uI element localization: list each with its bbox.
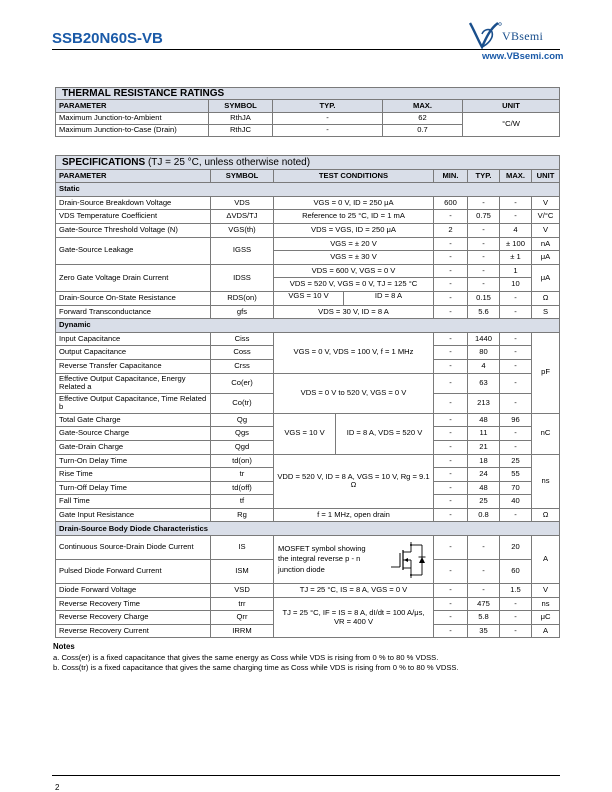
max-cell: 25	[500, 454, 532, 468]
typ-cell: 475	[468, 597, 500, 611]
spec-col-conditions: TEST CONDITIONS	[274, 169, 434, 183]
typ-cell: -	[468, 237, 500, 251]
unit-cell: V	[532, 196, 560, 210]
condition-cell: VGS = ± 20 V	[274, 237, 434, 251]
symbol-cell: ISM	[211, 560, 274, 584]
typ-cell: 63	[468, 373, 500, 393]
symbol-cell: IDSS	[211, 264, 274, 291]
typ-cell: 25	[468, 495, 500, 509]
min-cell: -	[434, 332, 468, 346]
condition-part: VGS = 10 V	[274, 414, 336, 454]
typ-cell: 48	[468, 481, 500, 495]
table-row	[56, 373, 560, 393]
max-cell: 40	[500, 495, 532, 509]
min-cell: -	[434, 264, 468, 278]
symbol-cell: ΔVDS/TJ	[211, 210, 274, 224]
thermal-resistance-table	[55, 87, 560, 137]
condition-cell: VGS = 0 V, VDS = 100 V, f = 1 MHz	[274, 332, 434, 373]
min-cell: -	[434, 237, 468, 251]
spec-col-parameter: PARAMETER	[56, 169, 211, 183]
param-cell: Gate-Source Threshold Voltage (N)	[56, 223, 211, 237]
table-row	[56, 223, 560, 237]
param-cell: Zero Gate Voltage Drain Current	[56, 264, 211, 291]
symbol-cell: td(off)	[211, 481, 274, 495]
thermal-typ: -	[273, 125, 383, 137]
typ-cell: 48	[468, 413, 500, 427]
max-cell: -	[500, 332, 532, 346]
symbol-cell: Qrr	[211, 611, 274, 625]
max-cell: -	[500, 427, 532, 441]
max-cell: ± 1	[500, 251, 532, 265]
symbol-cell: Rg	[211, 508, 274, 522]
mosfet-diode-icon	[389, 540, 429, 580]
max-cell: 96	[500, 413, 532, 427]
param-cell: Fall Time	[56, 495, 211, 509]
param-cell: Effective Output Capacitance, Energy Related a	[56, 373, 211, 393]
min-cell: -	[434, 346, 468, 360]
min-cell: -	[434, 413, 468, 427]
unit-cell: Ω	[532, 508, 560, 522]
unit-cell: A	[532, 536, 560, 584]
spec-col-unit: UNIT	[532, 169, 560, 183]
symbol-cell: trr	[211, 597, 274, 611]
note-b: b. Coss(tr) is a fixed capacitance that gives the same charging time as Coss while VDS is rising from 0 % to 80 % VDSS.	[53, 663, 459, 672]
min-cell: -	[434, 210, 468, 224]
min-cell: -	[434, 611, 468, 625]
typ-cell: 4	[468, 359, 500, 373]
param-cell: Rise Time	[56, 468, 211, 482]
condition-part: ID = 8 A, VDS = 520 V	[346, 428, 423, 438]
min-cell: -	[434, 481, 468, 495]
typ-cell: -	[468, 196, 500, 210]
min-cell: -	[434, 291, 468, 305]
typ-cell: 21	[468, 440, 500, 454]
unit-cell: μA	[532, 264, 560, 291]
min-cell: -	[434, 624, 468, 638]
min-cell: 2	[434, 223, 468, 237]
max-cell: 20	[500, 536, 532, 560]
symbol-cell: Co(er)	[211, 373, 274, 393]
min-cell: -	[434, 508, 468, 522]
typ-cell: 0.8	[468, 508, 500, 522]
max-cell: ± 100	[500, 237, 532, 251]
min-cell: -	[434, 305, 468, 319]
section-static: Static	[56, 183, 560, 197]
typ-cell: 1440	[468, 332, 500, 346]
thermal-max: 0.7	[383, 125, 463, 137]
unit-cell: ns	[532, 597, 560, 611]
symbol-cell: Ciss	[211, 332, 274, 346]
param-cell: Drain-Source On-State Resistance	[56, 291, 211, 305]
mosfet-symbol-cell	[274, 536, 434, 584]
param-cell: Gate Input Resistance	[56, 508, 211, 522]
spec-col-symbol: SYMBOL	[211, 169, 274, 183]
typ-cell: 18	[468, 454, 500, 468]
max-cell: -	[500, 597, 532, 611]
unit-cell: Ω	[532, 291, 560, 305]
typ-cell: -	[468, 278, 500, 292]
typ-cell: -	[468, 223, 500, 237]
section-dynamic: Dynamic	[56, 319, 560, 333]
unit-cell: A	[532, 624, 560, 638]
condition-cell: f = 1 MHz, open drain	[274, 508, 434, 522]
table-row	[56, 210, 560, 224]
min-cell: 600	[434, 196, 468, 210]
condition-cell-split	[274, 291, 434, 305]
max-cell: -	[500, 346, 532, 360]
param-cell: Forward Transconductance	[56, 305, 211, 319]
unit-cell: μA	[532, 251, 560, 265]
condition-cell: VDS = 520 V, VGS = 0 V, TJ = 125 °C	[274, 278, 434, 292]
param-cell: Effective Output Capacitance, Time Related b	[56, 393, 211, 413]
thermal-title: THERMAL RESISTANCE RATINGS	[56, 88, 560, 100]
symbol-cell: IS	[211, 536, 274, 560]
unit-cell: S	[532, 305, 560, 319]
max-cell: -	[500, 611, 532, 625]
table-row	[56, 264, 560, 278]
table-row	[56, 291, 560, 305]
condition-part: ID = 8 A	[374, 290, 403, 300]
max-cell: 70	[500, 481, 532, 495]
specifications-table	[55, 155, 560, 638]
symbol-cell: td(on)	[211, 454, 274, 468]
param-cell: Total Gate Charge	[56, 413, 211, 427]
spec-title-cell	[56, 156, 560, 170]
min-cell: -	[434, 373, 468, 393]
max-cell: -	[500, 291, 532, 305]
param-cell: Turn-On Delay Time	[56, 454, 211, 468]
param-cell: Reverse Recovery Time	[56, 597, 211, 611]
unit-cell: V/°C	[532, 210, 560, 224]
min-cell: -	[434, 495, 468, 509]
typ-cell: 0.75	[468, 210, 500, 224]
thermal-max: 62	[383, 113, 463, 125]
max-cell: 60	[500, 560, 532, 584]
unit-cell: V	[532, 223, 560, 237]
max-cell: 10	[500, 278, 532, 292]
typ-cell: 24	[468, 468, 500, 482]
param-cell: Reverse Recovery Charge	[56, 611, 211, 625]
typ-cell: 80	[468, 346, 500, 360]
typ-cell: 35	[468, 624, 500, 638]
table-row	[56, 597, 560, 611]
max-cell: -	[500, 373, 532, 393]
table-row	[56, 454, 560, 468]
typ-cell: -	[468, 584, 500, 598]
condition-cell: VDS = 600 V, VGS = 0 V	[274, 264, 434, 278]
thermal-symbol: RthJA	[209, 113, 273, 125]
condition-cell: VGS = 0 V, ID = 250 μA	[274, 196, 434, 210]
param-cell: Turn-Off Delay Time	[56, 481, 211, 495]
min-cell: -	[434, 440, 468, 454]
min-cell: -	[434, 584, 468, 598]
max-cell: -	[500, 624, 532, 638]
symbol-cell: IGSS	[211, 237, 274, 264]
thermal-col-max: MAX.	[383, 100, 463, 113]
condition-part: VGS = 10 V	[274, 292, 344, 305]
table-row	[56, 237, 560, 251]
table-row	[56, 508, 560, 522]
param-cell: VDS Temperature Coefficient	[56, 210, 211, 224]
max-cell: -	[500, 393, 532, 413]
max-cell: -	[500, 440, 532, 454]
symbol-cell: Crss	[211, 359, 274, 373]
symbol-cell: gfs	[211, 305, 274, 319]
symbol-cell: VDS	[211, 196, 274, 210]
min-cell: -	[434, 278, 468, 292]
spec-col-max: MAX.	[500, 169, 532, 183]
param-cell: Drain-Source Breakdown Voltage	[56, 196, 211, 210]
table-row	[56, 113, 560, 125]
notes-title: Notes	[53, 642, 75, 651]
table-row	[56, 196, 560, 210]
thermal-parameter: Maximum Junction-to-Case (Drain)	[56, 125, 209, 137]
spec-title: SPECIFICATIONS	[62, 156, 146, 168]
spec-col-typ: TYP.	[468, 169, 500, 183]
max-cell: 55	[500, 468, 532, 482]
max-cell: 4	[500, 223, 532, 237]
max-cell: -	[500, 210, 532, 224]
typ-cell: -	[468, 560, 500, 584]
table-row	[56, 413, 560, 427]
spec-title-condition: (TJ = 25 °C, unless otherwise noted)	[147, 156, 311, 168]
symbol-cell: Coss	[211, 346, 274, 360]
thermal-symbol: RthJC	[209, 125, 273, 137]
condition-cell: VGS = ± 30 V	[274, 251, 434, 265]
max-cell: -	[500, 196, 532, 210]
symbol-cell: tf	[211, 495, 274, 509]
typ-cell: -	[468, 264, 500, 278]
condition-cell-split	[274, 413, 434, 454]
symbol-cell: Qgs	[211, 427, 274, 441]
page-number: 2	[55, 783, 60, 792]
website-link[interactable]: www.VBsemi.com	[482, 51, 564, 62]
unit-cell: μC	[532, 611, 560, 625]
symbol-cell: tr	[211, 468, 274, 482]
param-cell: Reverse Transfer Capacitance	[56, 359, 211, 373]
condition-cell: VDD = 520 V, ID = 8 A, VGS = 10 V, Rg = 9.1 Ω	[274, 454, 434, 508]
typ-cell: -	[468, 251, 500, 265]
unit-cell: pF	[532, 332, 560, 413]
min-cell: -	[434, 560, 468, 584]
min-cell: -	[434, 359, 468, 373]
condition-cell: TJ = 25 °C, IS = 8 A, VGS = 0 V	[274, 584, 434, 598]
condition-cell: VDS = 30 V, ID = 8 A	[274, 305, 434, 319]
unit-cell: ns	[532, 454, 560, 508]
symbol-cell: VSD	[211, 584, 274, 598]
param-cell: Continuous Source-Drain Diode Current	[56, 536, 211, 560]
thermal-unit: °C/W	[463, 113, 560, 137]
condition-cell: VDS = VGS, ID = 250 μA	[274, 223, 434, 237]
param-cell: Output Capacitance	[56, 346, 211, 360]
condition-cell: Reference to 25 °C, ID = 1 mA	[274, 210, 434, 224]
min-cell: -	[434, 393, 468, 413]
symbol-cell: VGS(th)	[211, 223, 274, 237]
param-cell: Gate-Drain Charge	[56, 440, 211, 454]
table-row	[56, 332, 560, 346]
footer-rule	[52, 775, 560, 776]
param-cell: Gate-Source Charge	[56, 427, 211, 441]
thermal-col-unit: UNIT	[463, 100, 560, 113]
thermal-col-typ: TYP.	[273, 100, 383, 113]
param-cell: Input Capacitance	[56, 332, 211, 346]
min-cell: -	[434, 468, 468, 482]
symbol-cell: Qgd	[211, 440, 274, 454]
param-cell: Reverse Recovery Current	[56, 624, 211, 638]
param-cell: Gate-Source Leakage	[56, 237, 211, 264]
symbol-cell: IRRM	[211, 624, 274, 638]
symbol-cell: RDS(on)	[211, 291, 274, 305]
symbol-cell: Co(tr)	[211, 393, 274, 413]
typ-cell: 0.15	[468, 291, 500, 305]
min-cell: -	[434, 597, 468, 611]
unit-cell: V	[532, 584, 560, 598]
unit-cell: nA	[532, 237, 560, 251]
thermal-col-parameter: PARAMETER	[56, 100, 209, 113]
max-cell: 1	[500, 264, 532, 278]
thermal-col-symbol: SYMBOL	[209, 100, 273, 113]
table-row	[56, 584, 560, 598]
typ-cell: 5.8	[468, 611, 500, 625]
max-cell: 1.5	[500, 584, 532, 598]
part-number: SSB20N60S-VB	[52, 30, 163, 47]
param-cell: Diode Forward Voltage	[56, 584, 211, 598]
table-row	[56, 536, 560, 560]
table-row	[56, 305, 560, 319]
max-cell: -	[500, 305, 532, 319]
typ-cell: -	[468, 536, 500, 560]
spec-col-min: MIN.	[434, 169, 468, 183]
thermal-typ: -	[273, 113, 383, 125]
min-cell: -	[434, 454, 468, 468]
symbol-cell: Qg	[211, 413, 274, 427]
note-a: a. Coss(er) is a fixed capacitance that gives the same energy as Coss while VDS is rising from 0 % to 80 % VDSS.	[53, 653, 439, 662]
unit-cell: nC	[532, 413, 560, 454]
condition-cell: VDS = 0 V to 520 V, VGS = 0 V	[274, 373, 434, 413]
logo-text: VBsemi	[502, 29, 544, 43]
thermal-parameter: Maximum Junction-to-Ambient	[56, 113, 209, 125]
min-cell: -	[434, 536, 468, 560]
mosfet-note: MOSFET symbol showing the integral reverse p - n junction diode	[278, 544, 366, 574]
min-cell: -	[434, 251, 468, 265]
max-cell: -	[500, 508, 532, 522]
section-diode: Drain-Source Body Diode Characteristics	[56, 522, 560, 536]
typ-cell: 213	[468, 393, 500, 413]
typ-cell: 5.6	[468, 305, 500, 319]
max-cell: -	[500, 359, 532, 373]
typ-cell: 11	[468, 427, 500, 441]
min-cell: -	[434, 427, 468, 441]
condition-cell: TJ = 25 °C, IF = IS = 8 A, dI/dt = 100 A/μs, VR = 400 V	[274, 597, 434, 638]
param-cell: Pulsed Diode Forward Current	[56, 560, 211, 584]
